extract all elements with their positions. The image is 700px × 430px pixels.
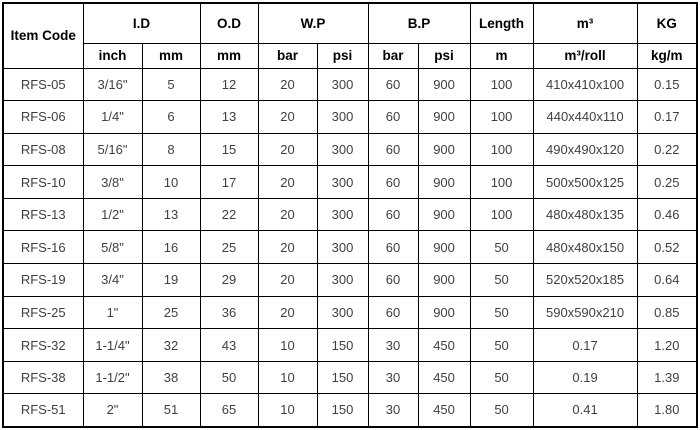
col-header-m3: m³: [533, 3, 637, 43]
cell-od-mm: 12: [200, 68, 258, 101]
cell-bp-psi: 900: [418, 133, 470, 166]
cell-item-code: RFS-16: [3, 231, 83, 264]
col-header-length: Length: [470, 3, 533, 43]
table-row: [3, 329, 697, 362]
cell-bp-bar: 60: [368, 264, 418, 297]
cell-od-mm: 17: [200, 166, 258, 199]
cell-kg-per-m: 0.25: [637, 166, 697, 199]
cell-id-inch: 3/8": [83, 166, 142, 199]
cell-length-m: 100: [470, 101, 533, 134]
cell-id-mm: 8: [142, 133, 200, 166]
col-subheader-bp-bar: bar: [368, 43, 418, 68]
cell-bp-psi: 450: [418, 361, 470, 394]
cell-bp-bar: 60: [368, 166, 418, 199]
cell-wp-psi: 300: [317, 231, 368, 264]
cell-kg-per-m: 1.80: [637, 394, 697, 427]
cell-wp-bar: 20: [258, 198, 317, 231]
col-header-wp: W.P: [258, 3, 368, 43]
cell-m3-per-roll: 520x520x185: [533, 264, 637, 297]
cell-wp-bar: 10: [258, 361, 317, 394]
table-row: [3, 166, 697, 199]
cell-wp-bar: 20: [258, 101, 317, 134]
cell-id-mm: 51: [142, 394, 200, 427]
col-subheader-od-mm: mm: [200, 43, 258, 68]
cell-wp-bar: 20: [258, 68, 317, 101]
cell-id-inch: 2": [83, 394, 142, 427]
cell-wp-psi: 150: [317, 394, 368, 427]
cell-kg-per-m: 0.15: [637, 68, 697, 101]
table-row: [3, 264, 697, 297]
cell-item-code: RFS-13: [3, 198, 83, 231]
cell-od-mm: 36: [200, 296, 258, 329]
cell-id-mm: 32: [142, 329, 200, 362]
cell-od-mm: 50: [200, 361, 258, 394]
cell-wp-bar: 10: [258, 394, 317, 427]
cell-wp-bar: 20: [258, 231, 317, 264]
cell-length-m: 50: [470, 361, 533, 394]
col-subheader-bp-psi: psi: [418, 43, 470, 68]
cell-bp-psi: 450: [418, 394, 470, 427]
cell-id-mm: 13: [142, 198, 200, 231]
col-subheader-id-inch: inch: [83, 43, 142, 68]
cell-m3-per-roll: 480x480x135: [533, 198, 637, 231]
cell-length-m: 100: [470, 166, 533, 199]
cell-id-mm: 19: [142, 264, 200, 297]
cell-kg-per-m: 0.46: [637, 198, 697, 231]
cell-bp-psi: 900: [418, 101, 470, 134]
cell-item-code: RFS-08: [3, 133, 83, 166]
hose-spec-table: [2, 2, 698, 428]
cell-bp-bar: 60: [368, 68, 418, 101]
cell-m3-per-roll: 410x410x100: [533, 68, 637, 101]
cell-item-code: RFS-38: [3, 361, 83, 394]
col-header-od: O.D: [200, 3, 258, 43]
cell-bp-psi: 900: [418, 296, 470, 329]
col-subheader-m3-roll: m³/roll: [533, 43, 637, 68]
table-row: [3, 296, 697, 329]
cell-wp-psi: 300: [317, 68, 368, 101]
cell-wp-bar: 10: [258, 329, 317, 362]
cell-m3-per-roll: 0.19: [533, 361, 637, 394]
cell-bp-bar: 30: [368, 394, 418, 427]
cell-kg-per-m: 1.39: [637, 361, 697, 394]
cell-od-mm: 15: [200, 133, 258, 166]
cell-m3-per-roll: 0.17: [533, 329, 637, 362]
cell-m3-per-roll: 0.41: [533, 394, 637, 427]
cell-bp-psi: 900: [418, 166, 470, 199]
table-row: [3, 198, 697, 231]
cell-length-m: 50: [470, 231, 533, 264]
cell-kg-per-m: 0.22: [637, 133, 697, 166]
col-header-id: I.D: [83, 3, 200, 43]
cell-kg-per-m: 0.64: [637, 264, 697, 297]
table-row: [3, 101, 697, 134]
cell-wp-psi: 300: [317, 264, 368, 297]
cell-length-m: 50: [470, 296, 533, 329]
col-subheader-id-mm: mm: [142, 43, 200, 68]
col-header-item-code: Item Code: [3, 3, 83, 68]
cell-bp-bar: 60: [368, 231, 418, 264]
col-subheader-kg-m: kg/m: [637, 43, 697, 68]
cell-id-inch: 1-1/4": [83, 329, 142, 362]
cell-item-code: RFS-10: [3, 166, 83, 199]
cell-wp-psi: 300: [317, 166, 368, 199]
cell-id-inch: 1-1/2": [83, 361, 142, 394]
cell-wp-psi: 300: [317, 296, 368, 329]
cell-id-mm: 5: [142, 68, 200, 101]
cell-bp-psi: 900: [418, 231, 470, 264]
cell-wp-psi: 300: [317, 101, 368, 134]
cell-wp-bar: 20: [258, 296, 317, 329]
cell-bp-bar: 60: [368, 296, 418, 329]
cell-item-code: RFS-32: [3, 329, 83, 362]
cell-wp-psi: 300: [317, 133, 368, 166]
cell-bp-psi: 900: [418, 198, 470, 231]
cell-item-code: RFS-19: [3, 264, 83, 297]
col-header-kg: KG: [637, 3, 697, 43]
cell-bp-bar: 60: [368, 133, 418, 166]
table-header: [3, 3, 697, 68]
cell-id-mm: 16: [142, 231, 200, 264]
cell-id-inch: 3/4": [83, 264, 142, 297]
cell-od-mm: 43: [200, 329, 258, 362]
cell-id-mm: 38: [142, 361, 200, 394]
cell-length-m: 50: [470, 264, 533, 297]
cell-od-mm: 65: [200, 394, 258, 427]
cell-length-m: 100: [470, 133, 533, 166]
table-body: [3, 68, 697, 427]
cell-id-inch: 1": [83, 296, 142, 329]
cell-length-m: 50: [470, 329, 533, 362]
cell-kg-per-m: 1.20: [637, 329, 697, 362]
table-row: [3, 133, 697, 166]
cell-wp-psi: 300: [317, 198, 368, 231]
cell-bp-bar: 30: [368, 361, 418, 394]
cell-id-mm: 25: [142, 296, 200, 329]
header-row-units: [3, 43, 697, 68]
cell-id-inch: 1/2": [83, 198, 142, 231]
cell-wp-psi: 150: [317, 329, 368, 362]
cell-item-code: RFS-05: [3, 68, 83, 101]
cell-bp-bar: 60: [368, 101, 418, 134]
col-subheader-wp-bar: bar: [258, 43, 317, 68]
cell-od-mm: 22: [200, 198, 258, 231]
header-row-groups: [3, 3, 697, 43]
cell-id-mm: 6: [142, 101, 200, 134]
cell-id-inch: 5/8": [83, 231, 142, 264]
cell-length-m: 50: [470, 394, 533, 427]
cell-bp-psi: 900: [418, 264, 470, 297]
cell-m3-per-roll: 490x490x120: [533, 133, 637, 166]
cell-m3-per-roll: 480x480x150: [533, 231, 637, 264]
cell-bp-psi: 450: [418, 329, 470, 362]
cell-item-code: RFS-51: [3, 394, 83, 427]
cell-item-code: RFS-25: [3, 296, 83, 329]
cell-m3-per-roll: 500x500x125: [533, 166, 637, 199]
cell-length-m: 100: [470, 68, 533, 101]
cell-wp-psi: 150: [317, 361, 368, 394]
cell-kg-per-m: 0.85: [637, 296, 697, 329]
cell-length-m: 100: [470, 198, 533, 231]
table-row: [3, 231, 697, 264]
cell-od-mm: 25: [200, 231, 258, 264]
cell-id-inch: 1/4": [83, 101, 142, 134]
cell-kg-per-m: 0.17: [637, 101, 697, 134]
table-row: [3, 68, 697, 101]
col-subheader-wp-psi: psi: [317, 43, 368, 68]
col-subheader-length-m: m: [470, 43, 533, 68]
table-row: [3, 394, 697, 427]
cell-bp-bar: 30: [368, 329, 418, 362]
cell-kg-per-m: 0.52: [637, 231, 697, 264]
cell-id-mm: 10: [142, 166, 200, 199]
table-row: [3, 361, 697, 394]
cell-id-inch: 3/16": [83, 68, 142, 101]
cell-m3-per-roll: 440x440x110: [533, 101, 637, 134]
cell-wp-bar: 20: [258, 264, 317, 297]
cell-wp-bar: 20: [258, 166, 317, 199]
cell-od-mm: 29: [200, 264, 258, 297]
cell-m3-per-roll: 590x590x210: [533, 296, 637, 329]
cell-item-code: RFS-06: [3, 101, 83, 134]
cell-od-mm: 13: [200, 101, 258, 134]
cell-id-inch: 5/16": [83, 133, 142, 166]
col-header-bp: B.P: [368, 3, 470, 43]
cell-bp-psi: 900: [418, 68, 470, 101]
cell-wp-bar: 20: [258, 133, 317, 166]
cell-bp-bar: 60: [368, 198, 418, 231]
